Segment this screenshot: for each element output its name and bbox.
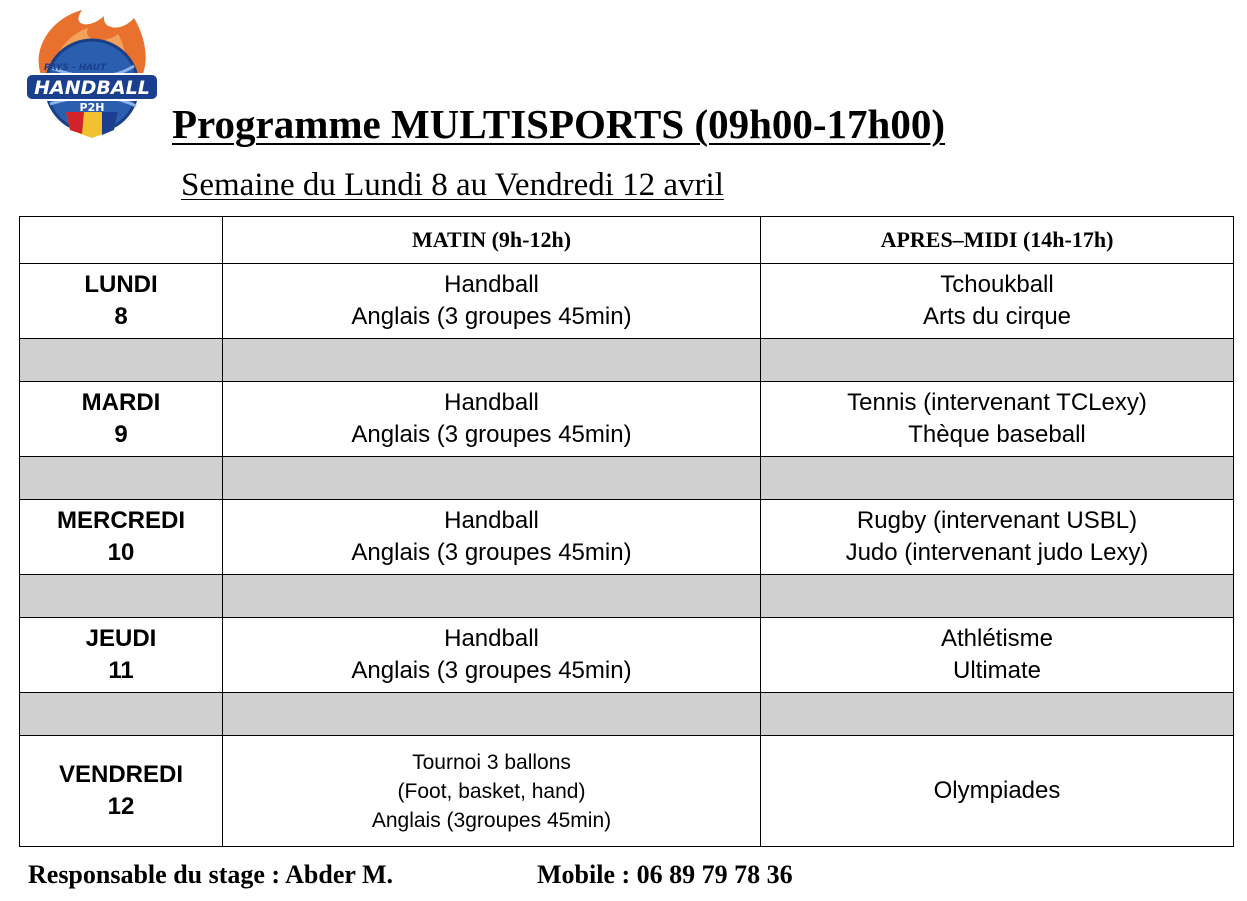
afternoon-cell (761, 500, 1234, 575)
day-name: VENDREDI (58, 761, 184, 788)
morning-cell (223, 618, 761, 693)
table-row (20, 500, 1234, 575)
header-day (20, 217, 223, 264)
page-subtitle: Semaine du Lundi 8 au Vendredi 12 avril (181, 167, 724, 203)
spacer-cell (761, 339, 1234, 382)
activity: Anglais (3 groupes 45min) (351, 657, 632, 684)
day-number: 10 (107, 539, 135, 566)
spacer-row (20, 575, 1234, 618)
morning-cell (223, 382, 761, 457)
activity: Anglais (3groupes 45min) (371, 808, 612, 832)
spacer-row (20, 339, 1234, 382)
activity: Handball (444, 507, 539, 534)
day-number: 8 (114, 303, 128, 330)
spacer-cell (761, 693, 1234, 736)
handball-p2h-logo (22, 8, 162, 140)
day-cell (20, 500, 223, 575)
spacer-cell (223, 575, 761, 618)
day-name: MERCREDI (56, 507, 185, 534)
activity: Ultimate (952, 657, 1042, 684)
activity: Arts du cirque (922, 303, 1072, 330)
afternoon-cell (761, 618, 1234, 693)
spacer-cell (223, 339, 761, 382)
spacer-cell (223, 693, 761, 736)
activity: (Foot, basket, hand) (397, 779, 586, 803)
activity: Thèque baseball (908, 421, 1086, 448)
activity: Athlétisme (940, 625, 1054, 652)
day-name: MARDI (81, 389, 161, 416)
spacer-cell (761, 575, 1234, 618)
activity: Handball (444, 271, 539, 298)
spacer-cell (761, 457, 1234, 500)
activity: Anglais (3 groupes 45min) (351, 421, 632, 448)
logo-top-text: PAYS - HAUT (44, 63, 107, 73)
activity: Handball (444, 625, 539, 652)
afternoon-cell (761, 382, 1234, 457)
spacer-cell (223, 457, 761, 500)
table-row (20, 382, 1234, 457)
day-cell (20, 382, 223, 457)
morning-cell (223, 264, 761, 339)
activity: Anglais (3 groupes 45min) (351, 539, 632, 566)
page-title: Programme MULTISPORTS (09h00-17h00) (172, 101, 946, 147)
activity: Tournoi 3 ballons (412, 750, 571, 774)
day-cell (20, 264, 223, 339)
spacer-cell (20, 575, 223, 618)
table-row (20, 264, 1234, 339)
header-morning: MATIN (9h-12h) (223, 217, 761, 264)
day-number: 11 (108, 657, 134, 684)
spacer-cell (20, 693, 223, 736)
table-row (20, 736, 1234, 847)
activity: Tennis (intervenant TCLexy) (847, 389, 1147, 416)
shield-red (66, 112, 84, 134)
activity: Handball (444, 389, 539, 416)
schedule-table (19, 216, 1234, 847)
day-cell (20, 618, 223, 693)
footer-responsable: Responsable du stage : Abder M. (28, 860, 394, 889)
activity: Tchoukball (940, 271, 1054, 298)
afternoon-cell (761, 736, 1234, 847)
activity: Olympiades (933, 777, 1061, 804)
spacer-cell (20, 339, 223, 382)
activity: Anglais (3 groupes 45min) (351, 303, 632, 330)
spacer-cell (20, 457, 223, 500)
day-name: JEUDI (85, 625, 157, 652)
morning-cell (223, 736, 761, 847)
footer-mobile: Mobile : 06 89 79 78 36 (537, 860, 793, 889)
header-afternoon: APRES–MIDI (14h-17h) (761, 217, 1234, 264)
spacer-row (20, 457, 1234, 500)
morning-cell (223, 500, 761, 575)
activity: Rugby (intervenant USBL) (856, 507, 1138, 534)
day-name: LUNDI (84, 271, 158, 298)
day-number: 12 (107, 793, 135, 820)
afternoon-cell (761, 264, 1234, 339)
table-row (20, 618, 1234, 693)
activity: Judo (intervenant judo Lexy) (845, 539, 1149, 566)
logo-sub-text: P2H (79, 101, 105, 114)
logo-main-text: HANDBALL (34, 77, 150, 99)
day-cell (20, 736, 223, 847)
header-row (20, 217, 1234, 264)
spacer-row (20, 693, 1234, 736)
day-number: 9 (114, 421, 128, 448)
